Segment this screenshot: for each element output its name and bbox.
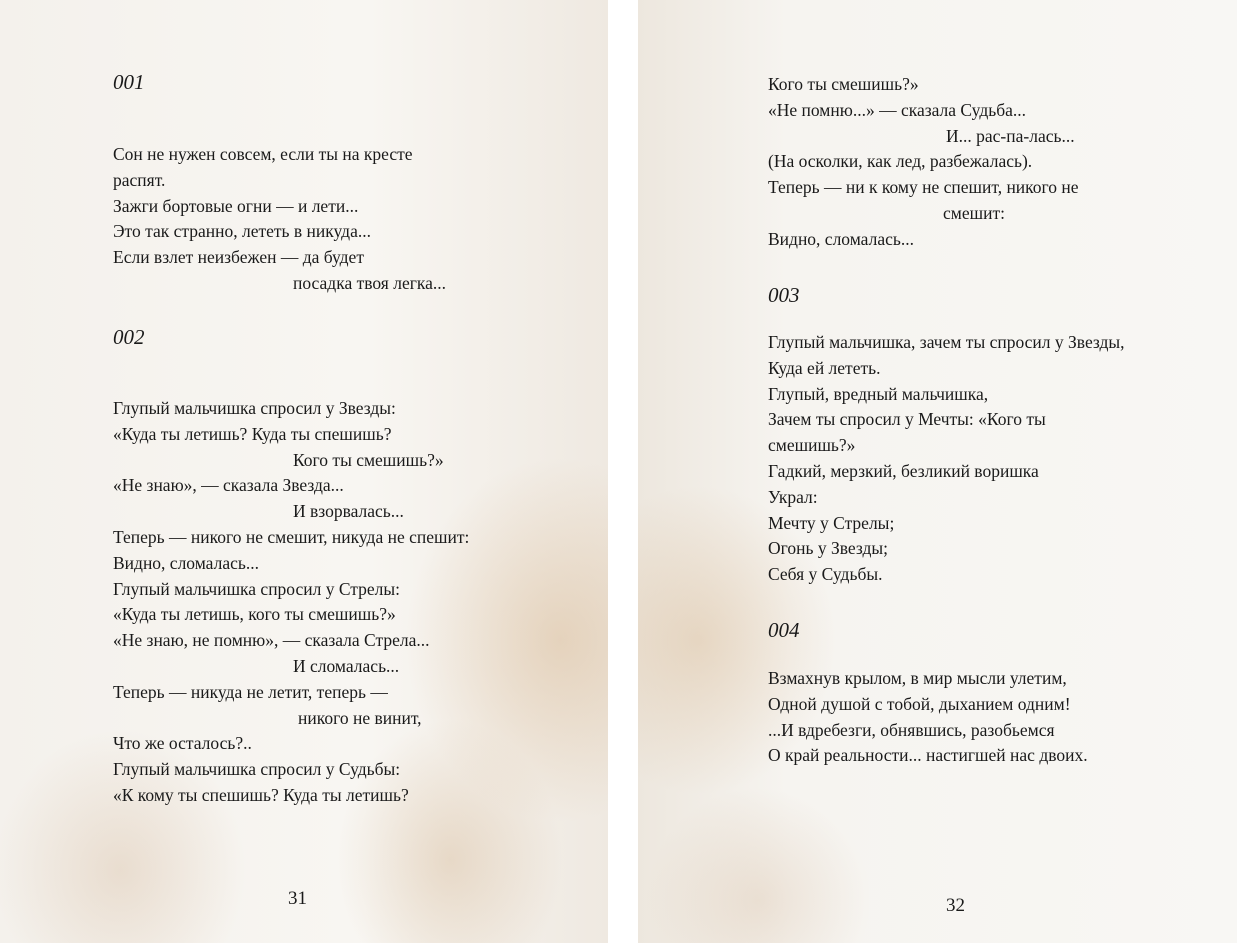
right-page [638,0,1237,943]
poem-line: Кого ты смешишь?» [768,74,919,94]
poem-line: Глупый, вредный мальчишка, [768,383,989,404]
poem-line: Взмахнув крылом, в мир мысли улетим, [768,668,1067,688]
poem-line: Теперь — ни к кому не спешит, никого не [768,177,1079,198]
poem-line: «Не знаю, не помню», — сказала Стрела... [113,630,430,651]
section-number-002: 002 [113,325,145,349]
poem-line: Сон не нужен совсем, если ты на кресте [113,144,413,164]
poem-line: Себя у Судьбы. [768,564,883,585]
poem-line: «Не знаю», — сказала Звезда... [113,475,344,496]
poem-line: Теперь — никуда не летит, теперь — [113,681,388,702]
poem-line: посадка твоя легка... [293,272,447,293]
poem-line: Глупый мальчишка спросил у Судьбы: [113,759,401,780]
poem-line: И... рас-па-лась... [946,125,1075,146]
poem-line: И взорвалась... [293,501,404,522]
poem-line: Зачем ты спросил у Мечты: «Кого ты [768,409,1046,430]
poem-line: Кого ты смешишь?» [293,449,444,470]
poem-line: «Куда ты летишь, кого ты смешишь?» [113,604,396,625]
poem-004 [768,666,1088,769]
poem-line: «Куда ты летишь? Куда ты спешишь? [113,423,392,444]
poem-line: Гадкий, мерзкий, безликий воришка [768,460,1039,481]
section-number-001: 001 [113,70,145,94]
poem-003 [768,330,1125,588]
poem-line: распят. [113,169,166,190]
poem-line: «Не помню...» — сказала Судьба... [768,99,1026,120]
poem-line: смешишь?» [768,435,856,456]
poem-line: О край реальности... настигшей нас двоих. [768,745,1088,766]
poem-line: Видно, сломалась... [113,552,259,573]
poem-line: смешит: [943,202,1005,223]
left-page [0,0,608,943]
poem-line: Это так странно, лететь в никуда... [113,221,371,242]
poem-002-continuation [768,72,1079,253]
poem-line: Украл: [768,486,818,507]
poem-line: И сломалась... [293,655,400,676]
poem-line: Глупый мальчишка спросил у Стрелы: [113,578,401,599]
poem-line: Глупый мальчишка, зачем ты спросил у Звезды, [768,332,1125,352]
poem-line: Одной душой с тобой, дыханием одним! [768,693,1071,714]
page-number: 32 [946,895,965,916]
poem-line: никого не винит, [298,707,422,728]
poem-line: Зажги бортовые огни — и лети... [113,195,359,216]
page-number: 31 [288,888,307,909]
poem-line: Что же осталось?.. [113,733,252,754]
poem-line: Куда ей лететь. [768,357,881,378]
poem-002 [113,396,469,809]
poem-001 [113,142,446,297]
poem-line: «К кому ты спешишь? Куда ты летишь? [113,784,409,805]
poem-line: (На осколки, как лед, разбежалась). [768,151,1033,172]
poem-line: ...И вдребезги, обнявшись, разобьемся [768,719,1055,740]
poem-line: Глупый мальчишка спросил у Звезды: [113,398,396,418]
poem-line: Мечту у Стрелы; [768,512,895,533]
poem-line: Теперь — никого не смешит, никуда не спешит: [113,526,470,547]
section-number-003: 003 [768,283,800,307]
book-gutter [608,0,638,943]
poem-line: Огонь у Звезды; [768,538,889,559]
poem-line: Если взлет неизбежен — да будет [113,247,364,268]
section-number-004: 004 [768,618,800,642]
poem-line: Видно, сломалась... [768,228,914,249]
